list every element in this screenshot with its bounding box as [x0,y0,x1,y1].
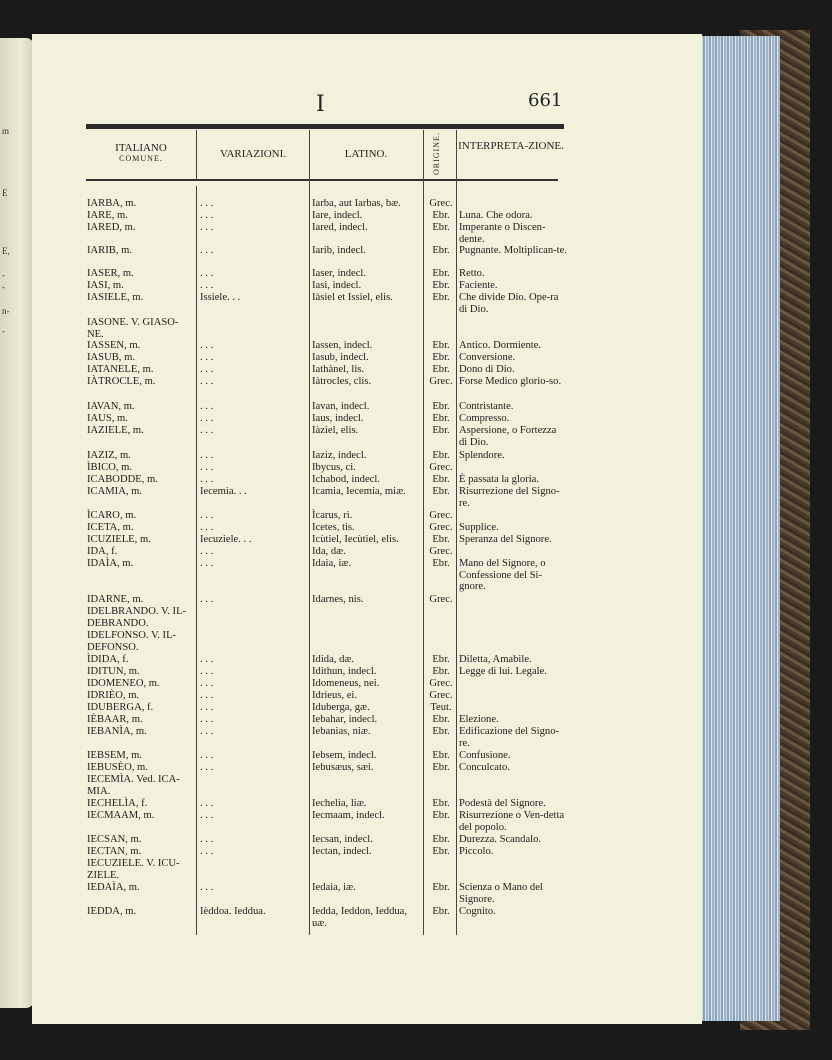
entry-interpretazione: Splendore. [459,450,505,461]
entry-italiano: IASIELE, m. [87,292,144,303]
entry-interpretazione: Pugnante. Moltiplican-te. [459,245,567,256]
entry-latino: Icetes, tis. [312,522,355,533]
entry-interpretazione: Imperante o Discen-dente. [459,222,546,245]
entry-origine: Ebr. [432,798,450,809]
entry-interpretazione: Luna. Che odora. [459,210,533,221]
entry-latino: Icùtiel, Iecùtiel, elis. [312,534,399,545]
entry-origine: Ebr. [432,474,450,485]
entry-variazioni: . . . [200,425,214,436]
entry-italiano: IDELBRANDO. V. IL-DEBRANDO. [87,606,187,629]
entry-interpretazione: Dono di Dio. [459,364,515,375]
header-latino: LATINO. [344,148,388,160]
entry-italiano: IARBA, m. [87,198,137,209]
entry-variazioni: . . . [200,364,214,375]
entry-italiano: IDUBERGA, f. [87,702,154,713]
entry-latino: Iechelia, liæ. [312,798,367,809]
entry-variazioni: . . . [200,594,214,605]
header-italiano [88,142,194,163]
entry-italiano: IAVAN, m. [87,401,135,412]
entry-latino: Iecmaam, indecl. [312,810,385,821]
entry-italiano: IDAÌA, m. [87,558,134,569]
entry-italiano: ICUZIELE, m. [87,534,151,545]
entry-latino: Iebanias, niæ. [312,726,371,737]
entry-interpretazione: Edificazione del Signo-re. [459,726,560,749]
entry-latino: Idomeneus, nei. [312,678,380,689]
entry-italiano: IECHELÌA, f. [87,798,148,809]
entry-italiano: ICETA, m. [87,522,134,533]
entry-latino: Idida, dæ. [312,654,355,665]
entry-interpretazione: Forse Medico glorio-so. [459,376,562,387]
entry-italiano: IARIB, m. [87,245,133,256]
entry-origine: Ebr. [432,750,450,761]
entry-latino: Iare, indecl. [312,210,363,221]
entry-variazioni: . . . [200,413,214,424]
entry-italiano: IECEMÌA. Ved. ICA-MIA. [87,774,180,797]
entry-origine: Grec. [429,690,453,701]
entry-interpretazione: Aspersione, o Fortezza di Dio. [459,425,557,448]
entry-variazioni: . . . [200,558,214,569]
entry-origine: Grec. [429,594,453,605]
entry-origine: Ebr. [432,726,450,737]
entry-italiano: IASUB, m. [87,352,135,363]
entry-origine: Ebr. [432,340,450,351]
entry-variazioni: . . . [200,245,214,256]
entry-latino: Iebahar, indecl. [312,714,378,725]
entry-variazioni: Iecemia. . . [200,486,247,497]
entry-interpretazione: Diletta, Amabile. [459,654,532,665]
entry-italiano: ÌCARO, m. [87,510,137,521]
entry-latino: Iathànel, lis. [312,364,365,375]
entry-interpretazione: È passata la gloria. [459,474,540,485]
entry-latino: Iasi, indecl. [312,280,362,291]
entry-italiano: IECUZIELE. V. ICU-ZIELE. [87,858,180,881]
entry-origine: Ebr. [432,846,450,857]
entry-variazioni: . . . [200,340,214,351]
entry-origine: Ebr. [432,486,450,497]
entry-variazioni: . . . [200,352,214,363]
entry-interpretazione: Podestà del Signore. [459,798,546,809]
entry-interpretazione: Conversione. [459,352,516,363]
entry-interpretazione: Supplice. [459,522,499,533]
entry-italiano: IEBSEM, m. [87,750,143,761]
page-edges [700,36,780,1021]
entry-origine: Ebr. [432,292,450,303]
entry-italiano: IAZIZ, m. [87,450,131,461]
entry-origine: Ebr. [432,352,450,363]
entry-variazioni: . . . [200,268,214,279]
entry-origine: Ebr. [432,654,450,665]
entry-origine: Ebr. [432,245,450,256]
entry-variazioni: . . . [200,726,214,737]
entry-italiano: ICAMIA, m. [87,486,143,497]
entry-latino: Ibycus, ci. [312,462,356,473]
entry-latino: Iasub, indecl. [312,352,369,363]
entry-italiano: IEBANÌA, m. [87,726,147,737]
entry-interpretazione: Compresso. [459,413,510,424]
entry-italiano: IAZIELE, m. [87,425,144,436]
entry-origine: Grec. [429,678,453,689]
entry-variazioni: . . . [200,198,214,209]
entry-origine: Grec. [429,546,453,557]
entry-italiano: IECSAN, m. [87,834,142,845]
col-divider [423,130,424,935]
entry-latino: Idarnes, nis. [312,594,364,605]
entry-variazioni: . . . [200,702,214,713]
entry-latino: Idithun, indecl. [312,666,377,677]
entry-origine: Ebr. [432,666,450,677]
entry-latino: Iecsan, indecl. [312,834,373,845]
entry-italiano: IDOMENEO, m. [87,678,160,689]
header-interpretazione: INTERPRETA-ZIONE. [458,140,564,152]
entry-variazioni: . . . [200,401,214,412]
entry-origine: Ebr. [432,450,450,461]
entry-latino: Iàsiel et Issiel, elis. [312,292,393,303]
entry-origine: Ebr. [432,268,450,279]
entry-variazioni: . . . [200,522,214,533]
entry-italiano: IDRIÈO, m. [87,690,140,701]
left-page-fragment: - [2,326,5,336]
entry-interpretazione: Legge di lui. Legale. [459,666,547,677]
entry-origine: Grec. [429,522,453,533]
entry-latino: Icamia, Iecemia, miæ. [312,486,406,497]
entry-variazioni: . . . [200,798,214,809]
entry-latino: Idrieus, ei. [312,690,358,701]
entry-variazioni: . . . [200,666,214,677]
entry-origine: Teut. [430,702,452,713]
entry-origine: Grec. [429,376,453,387]
entry-interpretazione: Elezione. [459,714,499,725]
entry-variazioni: . . . [200,750,214,761]
header-bottom-rule [86,179,558,181]
col-divider [196,130,197,180]
entry-origine: Grec. [429,198,453,209]
entry-origine: Grec. [429,510,453,521]
entry-interpretazione: Contristante. [459,401,514,412]
entry-origine: Grec. [429,462,453,473]
left-page-fragment: n- [2,306,10,316]
entry-latino: Iaser, indecl. [312,268,366,279]
col-divider [309,130,310,935]
page-number: 661 [528,90,563,111]
entry-latino: Iebusæus, sæi. [312,762,374,773]
entry-italiano: IDELFONSO. V. IL-DEFONSO. [87,630,177,653]
entry-variazioni: . . . [200,690,214,701]
entry-latino: Iaziz, indecl. [312,450,367,461]
entry-latino: Ichabod, indecl. [312,474,380,485]
entry-variazioni: Issiele. . . [200,292,241,303]
entry-variazioni: . . . [200,210,214,221]
entry-italiano: IDITUN, m. [87,666,140,677]
header-origine: ORIGINE. [432,132,441,176]
entry-latino: Iàziel, elis. [312,425,359,436]
entry-variazioni: Ièddoa. Ieddua. [200,906,266,917]
entry-latino: Iàtrocles, clis. [312,376,372,387]
entry-latino: Iassen, indecl. [312,340,373,351]
left-page-fragment: E, [2,246,10,256]
entry-variazioni: Iecuziele. . . [200,534,252,545]
entry-italiano: IASONE. V. GIASO-NE. [87,317,179,340]
entry-variazioni: . . . [200,834,214,845]
entry-italiano: ÌDIDA, f. [87,654,129,665]
entry-origine: Ebr. [432,534,450,545]
entry-latino: Iaus, indecl. [312,413,364,424]
left-page-fragment: - [2,282,5,292]
entry-origine: Ebr. [432,222,450,233]
entry-variazioni: . . . [200,546,214,557]
entry-italiano: IÈBAAR, m. [87,714,143,725]
entry-italiano: IEDAÌA, m. [87,882,140,893]
entry-italiano: IEBUSÈO, m. [87,762,148,773]
entry-interpretazione: Faciente. [459,280,498,291]
entry-interpretazione: Conculcato. [459,762,510,773]
header-rule [86,124,564,129]
entry-latino: Iarba, aut Iarbas, bæ. [312,198,401,209]
entry-interpretazione: Risurrezione del Signo-re. [459,486,560,509]
entry-origine: Ebr. [432,714,450,725]
entry-interpretazione: Retto. [459,268,485,279]
entry-italiano: IASER, m. [87,268,134,279]
header-variazioni: VARIAZIONI. [219,148,287,160]
entry-variazioni: . . . [200,376,214,387]
entry-italiano: IDARNE, m. [87,594,144,605]
entry-interpretazione: Speranza del Signore. [459,534,552,545]
entry-variazioni: . . . [200,882,214,893]
entry-latino: Iarib, indecl. [312,245,366,256]
entry-latino: Iared, indecl. [312,222,368,233]
entry-italiano: IARED, m. [87,222,136,233]
entry-italiano: IAUS, m. [87,413,128,424]
entry-italiano: IASSEN, m. [87,340,141,351]
entry-interpretazione: Durezza. Scandalo. [459,834,542,845]
entry-latino: Iebsem, indecl. [312,750,377,761]
entry-italiano: ÌBICO, m. [87,462,133,473]
entry-variazioni: . . . [200,450,214,461]
entry-italiano: IÀTROCLE, m. [87,376,156,387]
entry-italiano: IASI, m. [87,280,124,291]
entry-latino: Iavan, indecl. [312,401,370,412]
col-divider [196,186,197,935]
entry-interpretazione: Risurrezione o Ven-detta del popolo. [459,810,565,833]
entry-latino: Iectan, indecl. [312,846,372,857]
entry-origine: Ebr. [432,762,450,773]
entry-latino: Iduberga, gæ. [312,702,370,713]
entry-interpretazione: Piccolo. [459,846,494,857]
header-comune-label: COMUNE. [119,154,163,163]
entry-origine: Ebr. [432,413,450,424]
entry-interpretazione: Che divide Dio. Ope-ra di Dio. [459,292,559,315]
entry-interpretazione: Scienza o Mano del Signore. [459,882,543,905]
entry-interpretazione: Mano del Signore, o Confessione del Si-gnore. [459,558,546,592]
entry-variazioni: . . . [200,810,214,821]
entry-latino: Iedda, Ieddon, Ieddua, uæ. [312,906,408,929]
left-page-fragment: - [2,270,5,280]
entry-origine: Ebr. [432,364,450,375]
entry-latino: Ìcarus, ri. [312,510,353,521]
header-italiano-label: ITALIANO [115,142,167,154]
entry-origine: Ebr. [432,810,450,821]
entry-italiano: ICABODDE, m. [87,474,158,485]
entry-italiano: IECTAN, m. [87,846,142,857]
left-page-fragment: m [2,126,10,136]
entry-origine: Ebr. [432,280,450,291]
entry-variazioni: . . . [200,280,214,291]
entry-origine: Ebr. [432,210,450,221]
entry-variazioni: . . . [200,510,214,521]
entry-variazioni: . . . [200,714,214,725]
entry-italiano: IDA, f. [87,546,118,557]
entry-origine: Ebr. [432,882,450,893]
entry-origine: Ebr. [432,401,450,412]
entry-interpretazione: Confusione. [459,750,511,761]
entry-latino: Ida, dæ. [312,546,346,557]
entry-variazioni: . . . [200,762,214,773]
left-page-edge [0,38,34,1008]
entry-italiano: IARE, m. [87,210,128,221]
entry-variazioni: . . . [200,474,214,485]
entry-latino: Idaia, iæ. [312,558,352,569]
entry-origine: Ebr. [432,906,450,917]
entry-variazioni: . . . [200,678,214,689]
entry-latino: Iedaia, iæ. [312,882,356,893]
entry-variazioni: . . . [200,846,214,857]
entry-variazioni: . . . [200,654,214,665]
entry-origine: Ebr. [432,558,450,569]
left-page-fragment: E [2,188,8,198]
entry-variazioni: . . . [200,462,214,473]
entry-origine: Ebr. [432,425,450,436]
entry-italiano: IATANELE, m. [87,364,154,375]
entry-italiano: IEDDA, m. [87,906,137,917]
entry-interpretazione: Cognito. [459,906,496,917]
entry-interpretazione: Antico. Dormiente. [459,340,542,351]
entry-italiano: IECMAAM, m. [87,810,155,821]
entry-origine: Ebr. [432,834,450,845]
entry-variazioni: . . . [200,222,214,233]
page-letter: I [316,92,325,117]
